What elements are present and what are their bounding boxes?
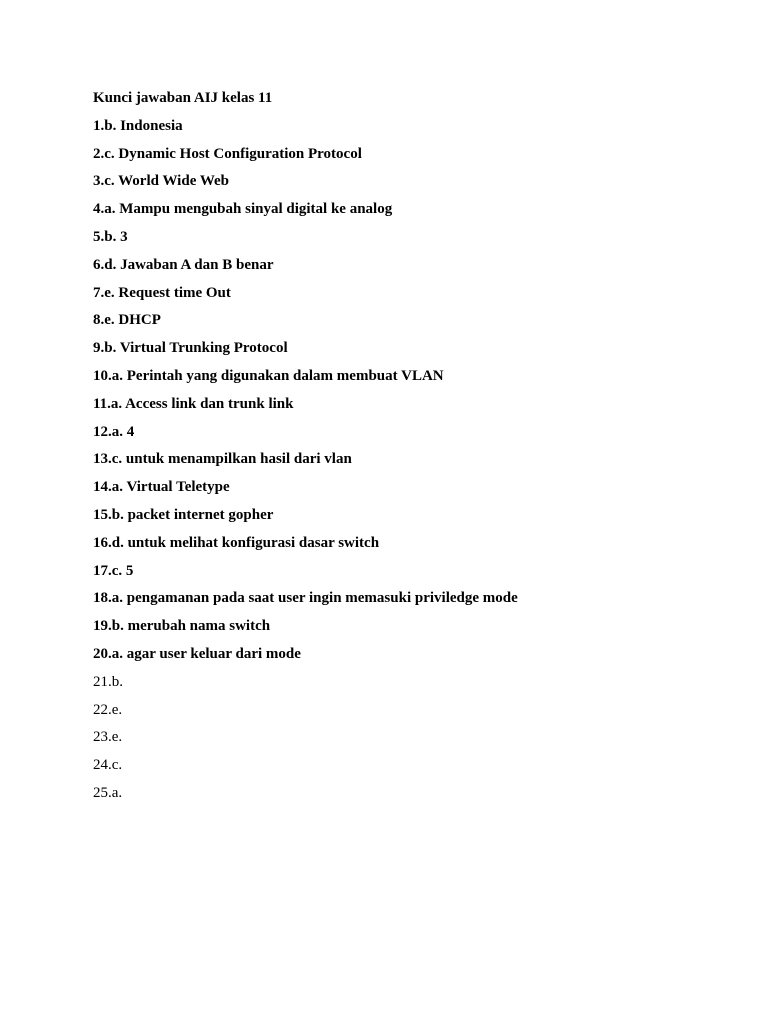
answer-item: 23.e. <box>93 729 123 746</box>
answer-item: 18.a. pengamanan pada saat user ingin memasuki priviledge mode <box>93 590 518 607</box>
answer-item: 9.b. Virtual Trunking Protocol <box>93 340 288 357</box>
answer-item: 3.c. World Wide Web <box>93 173 230 190</box>
answer-item: 20.a. agar user keluar dari mode <box>93 645 301 662</box>
answer-item: 19.b. merubah nama switch <box>93 618 271 635</box>
answer-item: 12.a. 4 <box>93 423 135 440</box>
answer-item: 17.c. 5 <box>93 562 134 579</box>
answer-item: 14.a. Virtual Teletype <box>93 479 230 496</box>
answer-item: 22.e. <box>93 701 123 718</box>
answer-item: 13.c. untuk menampilkan hasil dari vlan <box>93 451 352 468</box>
answer-item: 4.a. Mampu mengubah sinyal digital ke analog <box>93 201 393 218</box>
answer-item: 7.e. Request time Out <box>93 284 231 301</box>
answer-item: 1.b. Indonesia <box>93 117 183 134</box>
answer-item: 6.d. Jawaban A dan B benar <box>93 256 274 273</box>
answer-item: 25.a. <box>93 784 123 801</box>
answer-item: 2.c. Dynamic Host Configuration Protocol <box>93 145 362 162</box>
answer-key-content <box>93 85 713 808</box>
answer-item: 24.c. <box>93 757 123 774</box>
answer-item: 8.e. DHCP <box>93 312 161 329</box>
answer-list <box>93 113 713 808</box>
answer-item: 16.d. untuk melihat konfigurasi dasar switch <box>93 534 380 551</box>
answer-item: 21.b. <box>93 673 123 690</box>
answer-item: 10.a. Perintah yang digunakan dalam membuat VLAN <box>93 367 444 384</box>
answer-item: 15.b. packet internet gopher <box>93 506 274 523</box>
answer-item: 5.b. 3 <box>93 228 128 245</box>
answer-item: 11.a. Access link dan trunk link <box>93 395 294 412</box>
document-title: Kunci jawaban AIJ kelas 11 <box>93 90 273 106</box>
